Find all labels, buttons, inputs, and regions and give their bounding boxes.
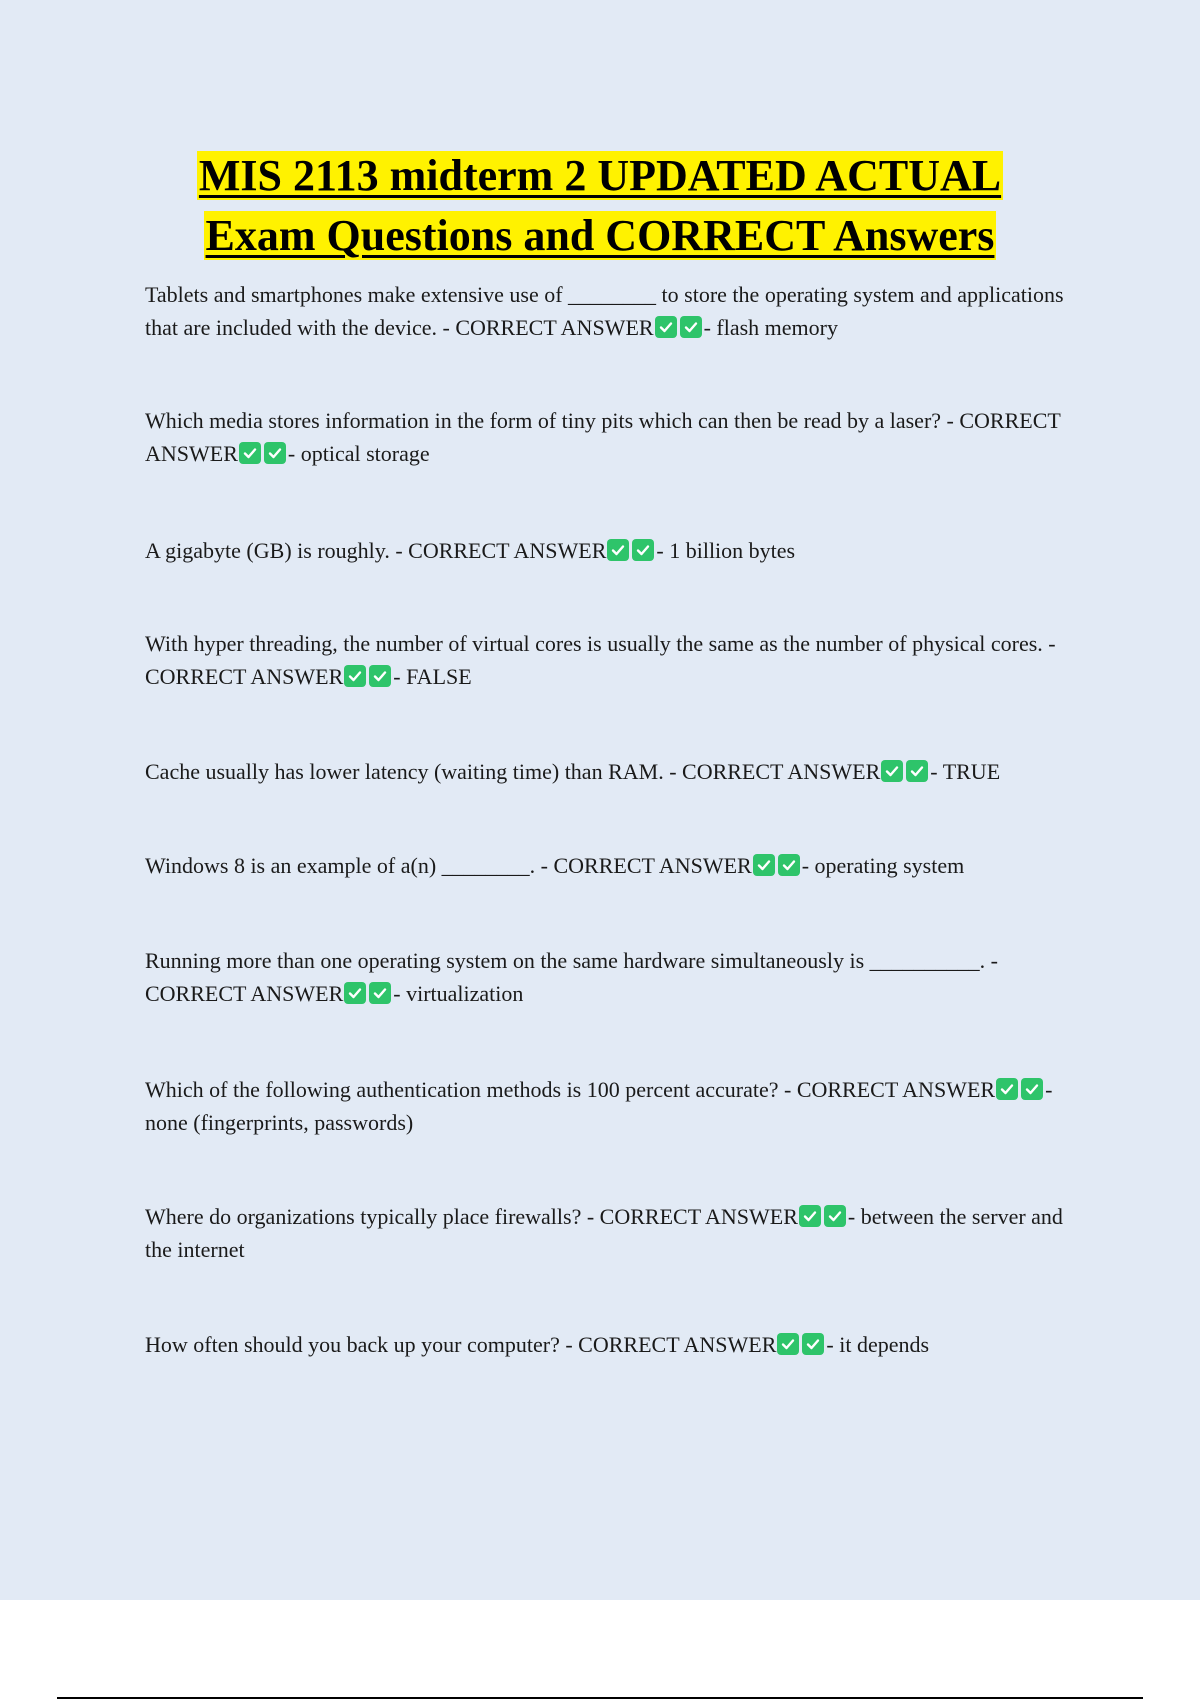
check-mark-icon xyxy=(799,1205,821,1227)
question-text: Where do organizations typically place firewalls? - CORRECT ANSWER xyxy=(145,1204,798,1229)
answer-text: - virtualization xyxy=(393,981,524,1006)
question-text: Running more than one operating system on the same hardware simultaneously is __________. - CORRECT ANSWER xyxy=(145,948,998,1006)
qa-item xyxy=(145,1073,1075,1139)
question-text: Which media stores information in the form of tiny pits which can then be read by a laser? - CORRECT ANSWER xyxy=(145,408,1061,466)
qa-list xyxy=(145,278,1075,1361)
check-mark-icon xyxy=(264,442,286,464)
footer-divider xyxy=(57,1697,1143,1699)
qa-item xyxy=(145,404,1075,470)
check-mark-icon xyxy=(632,539,654,561)
question-text: Which of the following authentication methods is 100 percent accurate? - CORRECT ANSWER xyxy=(145,1077,996,1102)
qa-item xyxy=(145,278,1075,344)
qa-item xyxy=(145,944,1075,1010)
check-mark-icon xyxy=(881,760,903,782)
question-text: Cache usually has lower latency (waiting time) than RAM. - CORRECT ANSWER xyxy=(145,759,881,784)
qa-item xyxy=(145,849,1075,882)
check-mark-icon xyxy=(344,665,366,687)
check-mark-icon xyxy=(239,442,261,464)
question-text: Windows 8 is an example of a(n) ________. - CORRECT ANSWER xyxy=(145,853,752,878)
check-mark-icon xyxy=(369,665,391,687)
answer-text: - optical storage xyxy=(287,441,430,466)
qa-item xyxy=(145,755,1075,788)
answer-text: - operating system xyxy=(801,853,965,878)
title-line-1: MIS 2113 midterm 2 UPDATED ACTUAL xyxy=(198,151,1002,200)
answer-text: - it depends xyxy=(826,1332,930,1357)
check-mark-icon xyxy=(1021,1078,1043,1100)
question-text: How often should you back up your computer? - CORRECT ANSWER xyxy=(145,1332,777,1357)
title-line-2: Exam Questions and CORRECT Answers xyxy=(205,211,995,260)
check-mark-icon xyxy=(607,539,629,561)
check-mark-icon xyxy=(369,982,391,1004)
check-mark-icon xyxy=(802,1333,824,1355)
check-mark-icon xyxy=(824,1205,846,1227)
qa-item xyxy=(145,1328,1075,1361)
answer-text: - between the server and the internet xyxy=(145,1204,1063,1262)
answer-text: - flash memory xyxy=(703,315,838,340)
check-mark-icon xyxy=(996,1078,1018,1100)
qa-item xyxy=(145,627,1075,693)
answer-text: - FALSE xyxy=(393,664,472,689)
qa-item xyxy=(145,1200,1075,1266)
check-mark-icon xyxy=(655,316,677,338)
answer-text: - TRUE xyxy=(930,759,1001,784)
document-title xyxy=(0,146,1200,266)
check-mark-icon xyxy=(680,316,702,338)
answer-text: - 1 billion bytes xyxy=(656,538,796,563)
check-mark-icon xyxy=(906,760,928,782)
question-text: A gigabyte (GB) is roughly. - CORRECT ANSWER xyxy=(145,538,607,563)
check-mark-icon xyxy=(344,982,366,1004)
question-text: With hyper threading, the number of virtual cores is usually the same as the number of physical cores. - CORRECT ANSWER xyxy=(145,631,1056,689)
check-mark-icon xyxy=(777,1333,799,1355)
question-text: Tablets and smartphones make extensive use of ________ to store the operating system and applications that are included with the device. - CORRECT ANSWER xyxy=(145,282,1064,340)
answer-text: - none (fingerprints, passwords) xyxy=(145,1077,1053,1135)
check-mark-icon xyxy=(778,854,800,876)
check-mark-icon xyxy=(753,854,775,876)
qa-item xyxy=(145,534,1075,567)
